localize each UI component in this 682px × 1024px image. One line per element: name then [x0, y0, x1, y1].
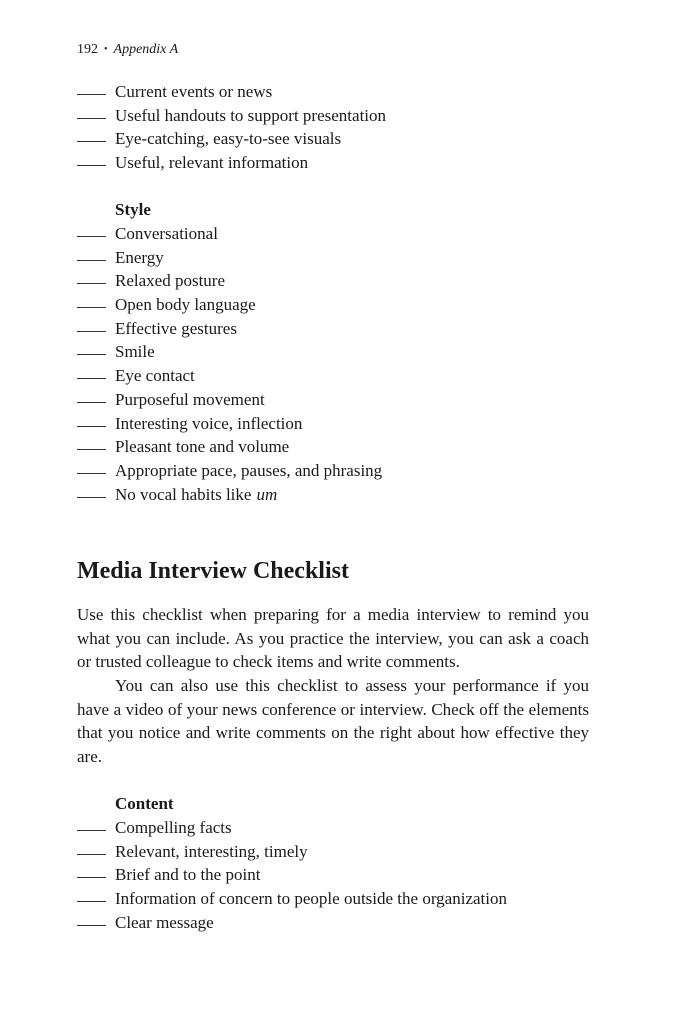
check-blank — [77, 93, 106, 95]
checklist-item — [77, 151, 386, 175]
style-heading: Style — [115, 200, 151, 219]
checklist-item-label: Interesting voice, inflection — [115, 413, 303, 433]
checklist-content — [77, 816, 507, 934]
section-title: Media Interview Checklist — [77, 558, 349, 584]
checklist-style — [77, 222, 382, 506]
page-number: 192 — [77, 42, 98, 57]
checklist-item-emphasis: um — [256, 484, 278, 504]
check-blank — [77, 496, 106, 498]
checklist-item-label: Eye-catching, easy-to-see visuals — [115, 129, 342, 149]
running-head — [77, 40, 178, 61]
check-blank — [77, 259, 106, 261]
check-blank — [77, 472, 106, 474]
check-blank — [77, 140, 106, 142]
checklist-item-label: Pleasant tone and volume — [115, 437, 290, 457]
checklist-item — [77, 317, 382, 341]
check-blank — [77, 306, 106, 308]
check-blank — [77, 425, 106, 427]
checklist-item-label: Useful handouts to support presentation — [115, 105, 387, 125]
check-blank — [77, 829, 106, 831]
checklist-item — [77, 840, 507, 864]
checklist-item — [77, 412, 382, 436]
checklist-item-label: Purposeful movement — [115, 389, 265, 409]
checklist-item — [77, 246, 382, 270]
check-blank — [77, 117, 106, 119]
checklist-item — [77, 127, 386, 151]
assessment-paragraph: You can also use this checklist to assess your performance if you have a video of your news conference or interview. Check off the elements that you notice and write comments on the right about how effective they are. — [77, 676, 589, 766]
intro-paragraph: Use this checklist when preparing for a media interview to remind you what you can include. As you practice the interview, you can ask a coach or trusted colleague to check items and write comments. — [77, 605, 589, 672]
checklist-item-label: Effective gestures — [115, 318, 237, 338]
section-label: Appendix A — [113, 42, 179, 57]
check-blank — [77, 853, 106, 855]
check-blank — [77, 235, 106, 237]
check-blank — [77, 448, 106, 450]
checklist-item — [77, 293, 382, 317]
checklist-item-label: Clear message — [115, 912, 214, 932]
checklist-item-label: Compelling facts — [115, 818, 232, 837]
checklist-item-label: Information of concern to people outside the organization — [115, 889, 507, 909]
checklist-top — [77, 80, 386, 175]
checklist-item — [77, 863, 507, 887]
checklist-item — [77, 459, 382, 483]
checklist-item-label: Energy — [115, 247, 164, 267]
checklist-item — [77, 887, 507, 911]
checklist-item-label: Brief and to the point — [115, 865, 261, 885]
check-blank — [77, 164, 106, 166]
check-blank — [77, 401, 106, 403]
checklist-item — [77, 483, 382, 507]
check-blank — [77, 353, 106, 355]
checklist-item-label: Conversational — [115, 224, 218, 243]
checklist-item — [77, 222, 382, 246]
checklist-item — [77, 388, 382, 412]
checklist-item — [77, 340, 382, 364]
check-blank — [77, 924, 106, 926]
check-blank — [77, 900, 106, 902]
checklist-item-label: Smile — [115, 342, 155, 362]
checklist-item — [77, 104, 386, 128]
checklist-item-label: Open body language — [115, 295, 256, 315]
checklist-item — [77, 435, 382, 459]
content-heading: Content — [115, 794, 174, 813]
checklist-item-label: Eye contact — [115, 366, 195, 386]
check-blank — [77, 377, 106, 379]
checklist-item-label: Current events or news — [115, 82, 273, 101]
check-blank — [77, 282, 106, 284]
check-blank — [77, 330, 106, 332]
check-blank — [77, 876, 106, 878]
checklist-item — [77, 80, 386, 104]
checklist-item — [77, 269, 382, 293]
checklist-item — [77, 816, 507, 840]
bullet-separator: • — [104, 44, 108, 55]
checklist-item-label: Useful, relevant information — [115, 153, 309, 173]
checklist-item-label: Relevant, interesting, timely — [115, 841, 308, 861]
checklist-item-label: Relaxed posture — [115, 271, 225, 291]
checklist-item — [77, 364, 382, 388]
checklist-item — [77, 911, 507, 935]
checklist-item-label: Appropriate pace, pauses, and phrasing — [115, 460, 383, 480]
checklist-item-label: No vocal habits like — [115, 484, 252, 504]
